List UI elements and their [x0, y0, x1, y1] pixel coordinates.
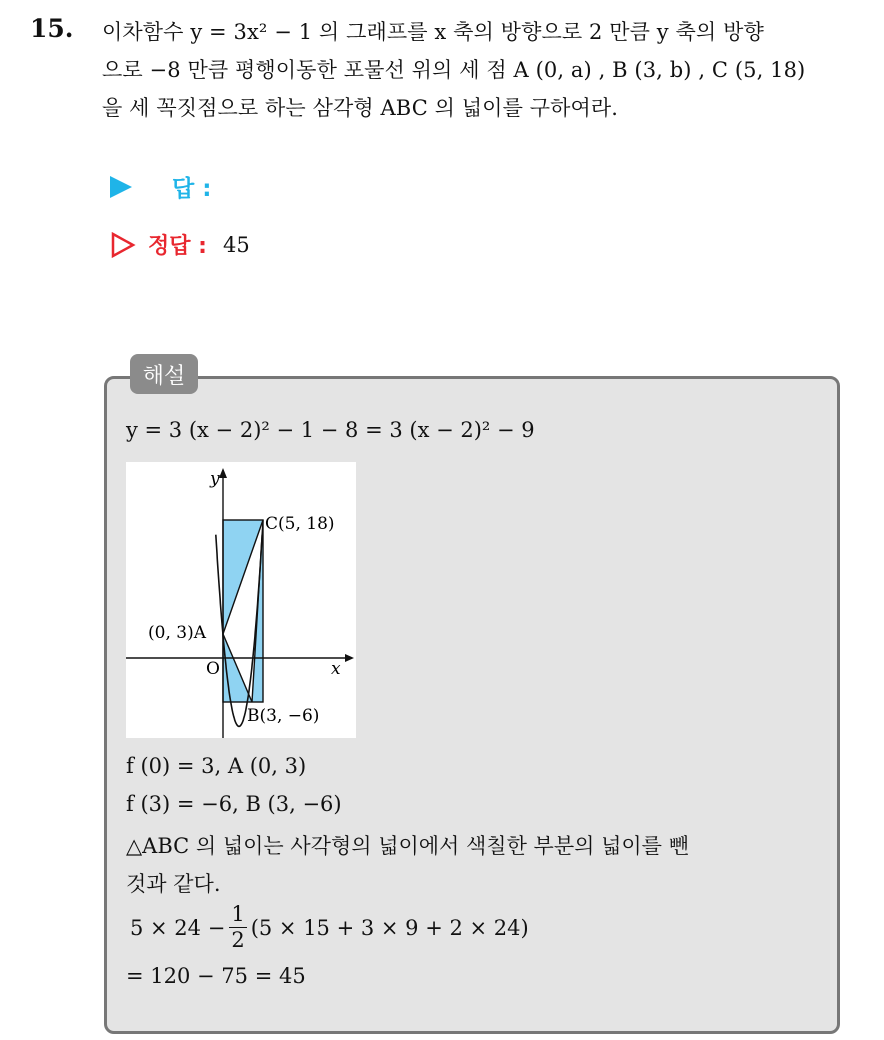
fraction-numerator: 1	[231, 902, 245, 926]
play-triangle-icon	[110, 176, 132, 198]
description-line-1: △ABC 의 넓이는 사각형의 넓이에서 색칠한 부분의 넓이를 뺀	[126, 834, 689, 858]
description-line-2: 것과 같다.	[126, 872, 221, 896]
area-calculation	[130, 904, 529, 951]
graph-svg	[126, 462, 356, 738]
point-c-label: C(5, 18)	[265, 514, 335, 534]
outline-triangle-icon	[110, 232, 136, 258]
question-line-1: 이차함수 y = 3x² − 1 의 그래프를 x 축의 방향으로 2 만큼 y 축의 방향	[102, 20, 764, 44]
correct-answer-value: 45	[222, 232, 250, 257]
x-axis-arrow	[345, 654, 354, 662]
correct-answer-row	[110, 229, 250, 260]
question-line-2: 으로 −8 만큼 평행이동한 포물선 위의 세 점 A (0, a) , B (3, b) , C (5, 18)	[102, 58, 806, 82]
explanation-tab: 해설	[130, 354, 198, 394]
y-axis-label: y	[210, 469, 220, 489]
x-axis-label: x	[331, 659, 341, 679]
calc-postfix: (5 × 15 + 3 × 9 + 2 × 24)	[250, 915, 529, 940]
question-number: 15.	[30, 14, 74, 43]
question-line-3: 을 세 꼭짓점으로 하는 삼각형 ABC 의 넓이를 구하여라.	[102, 96, 619, 120]
f3-line: f (3) = −6, B (3, −6)	[126, 792, 342, 816]
area-result: = 120 − 75 = 45	[126, 964, 306, 988]
origin-label: O	[206, 659, 220, 679]
y-axis-arrow	[219, 468, 227, 478]
point-a-label: (0, 3)A	[148, 623, 206, 643]
point-b-label: B(3, −6)	[247, 706, 320, 726]
correct-answer-label: 정답 :	[148, 234, 207, 259]
answer-label: 답 :	[172, 176, 212, 202]
parabola-graph	[126, 462, 356, 738]
f0-line: f (0) = 3, A (0, 3)	[126, 754, 307, 778]
answer-row	[110, 170, 211, 203]
calc-prefix: 5 × 24 −	[130, 915, 226, 940]
one-half-fraction	[229, 904, 246, 951]
fraction-denominator: 2	[231, 928, 245, 952]
vertex-form-equation: y = 3 (x − 2)² − 1 − 8 = 3 (x − 2)² − 9	[126, 418, 535, 442]
